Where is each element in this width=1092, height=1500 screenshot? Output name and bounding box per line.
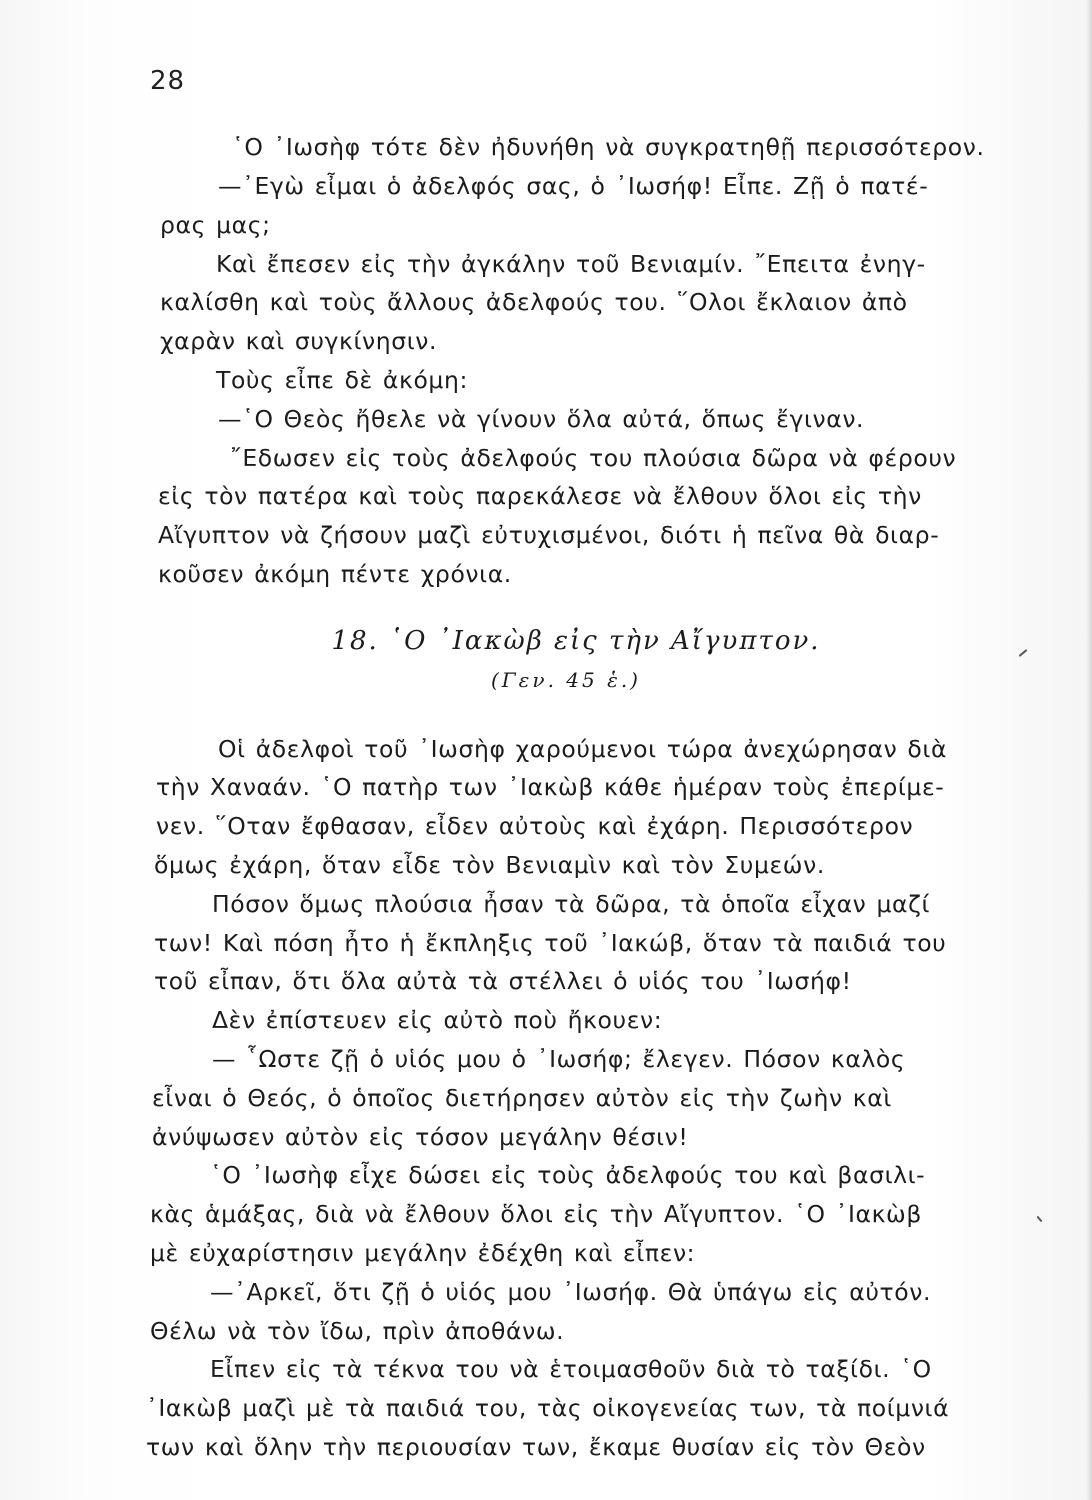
text-line: των καὶ ὅλην τὴν περιουσίαν των, ἔκαμε θυσίαν εἰς τὸν Θεὸν: [146, 1433, 926, 1461]
text-line: καλίσθη καὶ τοὺς ἄλλους ἀδελφούς του. ῞Ολοι ἔκλαιον ἀπὸ: [160, 288, 908, 316]
text-line: κοῦσεν ἀκόμη πέντε χρόνια.: [158, 560, 512, 588]
text-line: των! Καὶ πόση ἦτο ἡ ἔκπληξις τοῦ ᾿Ιακώβ, ὅταν τὰ παιδιά του: [154, 929, 947, 957]
text-line: Αἴγυπτον νὰ ζήσουν μαζὶ εὐτυχισμένοι, διότι ἡ πεῖνα θὰ διαρ-: [158, 521, 940, 549]
text-line: ρας μας;: [160, 211, 271, 239]
text-line: ὅμως ἐχάρη, ὅταν εἶδε τὸν Βενιαμὶν καὶ τὸν Συμεών.: [154, 851, 825, 879]
text-line: —῾Ο Θεὸς ἤθελε νὰ γίνουν ὅλα αὐτά, ὅπως ἔγιναν.: [218, 405, 865, 433]
text-line: κὰς ἁμάξας, διὰ νὰ ἔλθουν ὅλοι εἰς τὴν Αἴγυπτον. ῾Ο ᾿Ιακὼβ: [150, 1200, 922, 1228]
text-line: Τοὺς εἶπε δὲ ἀκόμη:: [216, 366, 468, 394]
text-line: Θέλω νὰ τὸν ἴδω, πρὶν ἀποθάνω.: [150, 1317, 565, 1345]
text-line: νεν. ῞Οταν ἔφθασαν, εἶδεν αὐτοὺς καὶ ἐχάρη. Περισσότερον: [156, 812, 914, 840]
text-line: χαρὰν καὶ συγκίνησιν.: [160, 327, 438, 355]
text-line: τὴν Χαναάν. ῾Ο πατὴρ των ᾿Ιακὼβ κάθε ἡμέραν τοὺς ἐπερίμε-: [156, 773, 945, 801]
text-line: Οἱ ἀδελφοὶ τοῦ ᾿Ιωσὴφ χαρούμενοι τώρα ἀνεχώρησαν διὰ: [218, 735, 948, 763]
text-line: —᾿Αρκεῖ, ὅτι ζῇ ὁ υἱός μου ᾿Ιωσήφ. Θὰ ὑπάγω εἰς αὐτόν.: [210, 1278, 932, 1306]
text-line: μὲ εὐχαρίστησιν μεγάλην ἐδέχθη καὶ εἶπεν:: [150, 1239, 696, 1267]
text-line: ῾Ο ᾿Ιωσὴφ τότε δὲν ἠδυνήθη νὰ συγκρατηθῇ περισσότερον.: [232, 133, 985, 161]
text-line: Εἶπεν εἰς τὰ τέκνα του νὰ ἑτοιμασθοῦν διὰ τὸ ταξίδι. ῾Ο: [210, 1355, 932, 1383]
page-edge-shadow: [1086, 0, 1092, 1500]
text-line: Καὶ ἔπεσεν εἰς τὴν ἀγκάλην τοῦ Βενιαμίν. ῎Επειτα ἐνηγ-: [216, 250, 926, 278]
text-line: ἀνύψωσεν αὐτὸν εἰς τόσον μεγάλην θέσιν!: [152, 1123, 689, 1151]
text-line: Δὲν ἐπίστευεν εἰς αὐτὸ ποὺ ἤκουεν:: [212, 1006, 663, 1034]
text-line: Πόσον ὅμως πλούσια ἦσαν τὰ δῶρα, τὰ ὁποῖα εἶχαν μαζί: [212, 890, 931, 918]
section-reference: (Γεν. 45 ἑ.): [491, 668, 641, 692]
text-line: ῾Ο ᾿Ιωσὴφ εἶχε δώσει εἰς τοὺς ἀδελφούς του καὶ βασιλι-: [210, 1161, 926, 1189]
text-line: εἶναι ὁ Θεός, ὁ ὁποῖος διετήρησεν αὐτὸν εἰς τὴν ζωὴν καὶ: [152, 1084, 892, 1112]
text-line: ᾿Ιακὼβ μαζὶ μὲ τὰ παιδιά του, τὰς οἰκογενείας των, τὰ ποίμνιά: [146, 1394, 950, 1422]
text-line: τοῦ εἶπαν, ὅτι ὅλα αὐτὰ τὰ στέλλει ὁ υἱός του ᾿Ιωσήφ!: [154, 967, 852, 995]
text-line: ῎Εδωσεν εἰς τοὺς ἀδελφούς του πλούσια δῶρα νὰ φέρουν: [230, 444, 957, 472]
text-line: — ῟Ωστε ζῇ ὁ υἱός μου ὁ ᾿Ιωσήφ; ἔλεγεν. Πόσον καλὸς: [212, 1045, 906, 1073]
section-title: 18. ῾Ο ᾿Ιακὼβ εἰς τὴν Αἴγυπτον.: [331, 626, 821, 656]
page-number: 28: [150, 66, 186, 96]
text-line: —᾿Εγὼ εἶμαι ὁ ἀδελφός σας, ὁ ᾿Ιωσήφ! Εἶπε. Ζῇ ὁ πατέ-: [218, 172, 929, 200]
text-line: εἰς τὸν πατέρα καὶ τοὺς παρεκάλεσε νὰ ἔλθουν ὅλοι εἰς τὴν: [158, 482, 922, 510]
